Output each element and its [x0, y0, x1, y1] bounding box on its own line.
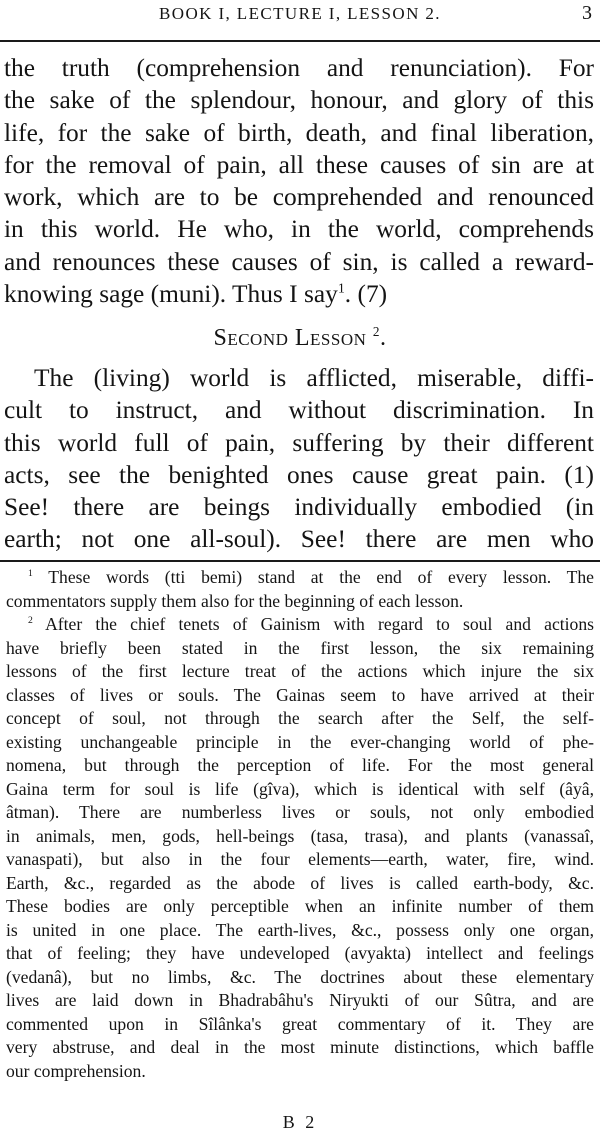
footnote-line: commented upon in Sîlânka's great commentary of it. They are: [6, 1013, 594, 1034]
footnote-line: in animals, men, gods, hell-beings (tasa, trasa), and plants (vanassaî,: [6, 825, 594, 846]
text-line: and renounces these causes of sin, is called a reward-: [4, 247, 594, 276]
text-line: the truth (comprehension and renunciation). For: [4, 54, 594, 82]
footnote-text: These words (tti bemi) stand at the end of every lesson. The: [48, 567, 594, 587]
text-line: life, for the sake of birth, death, and final liberation,: [4, 118, 594, 147]
text-line: work, which are to be comprehended and renounced: [4, 183, 594, 212]
footnote-line: lessons of the first lecture treat of the actions which injure the six: [6, 661, 594, 681]
text-line: The (living) world is afflicted, miserable, diffi-: [34, 364, 594, 392]
footnote-line: is united in one place. The earth-lives, &c., possess only one organ,: [6, 919, 594, 940]
page-header: [0, 0, 600, 42]
footnote-line: that of feeling; they have undeveloped (avyakta) intellect and feelings: [6, 943, 594, 963]
text-line: in this world. He who, in the world, comprehends: [4, 215, 594, 244]
text-line: the sake of the splendour, honour, and glory of this: [4, 86, 594, 115]
footnote-line: our comprehension.: [6, 1060, 146, 1081]
footnote-divider: [0, 560, 600, 562]
text-line: cult to instruct, and without discrimination. In: [4, 396, 594, 425]
text-line: earth; not one all-soul). See! there are men who: [4, 525, 594, 554]
footnote-line: existing unchangeable principle in the ever-changing world of phe-: [6, 731, 594, 752]
text-line: for the removal of pain, all these causes of sin are at: [4, 150, 594, 179]
footnote-text: After the chief tenets of Gainism with regard to soul and actions: [45, 614, 594, 634]
footnote-reference-1: 1: [337, 281, 345, 297]
footnote-mark-2: 2: [28, 615, 33, 627]
footnote-line: [6, 566, 594, 590]
footnote-line: (vedanâ), but no limbs, &c. The doctrines about these elementary: [6, 966, 594, 987]
footnote-line: lives are laid down in Bhadrabâhu's Niryukti of our Sûtra, and are: [6, 990, 594, 1010]
text-line: knowing sage (muni). Thus I say: [4, 280, 338, 309]
footnote-line: classes of lives or souls. The Gainas seem to have arrived at their: [6, 684, 594, 705]
section-heading: [0, 325, 600, 352]
section-title: Second Lesson: [213, 325, 367, 351]
text-line-final: [4, 278, 594, 310]
footnote-line: Earth, &c., regarded as the abode of lives is called earth-body, &c.: [6, 872, 594, 893]
footnote-mark-1: 1: [28, 568, 33, 580]
footnote-line: Gaina term for soul is life (gîva), which is identical with self (âyâ,: [6, 778, 594, 799]
second-lesson-text: [4, 362, 594, 556]
footnote-line: have briefly been stated in the first lesson, the six remaining: [6, 637, 594, 658]
footnote-line: commentators supply them also for the beginning of each lesson.: [6, 590, 464, 611]
footnote-line: nomena, but through the perception of life. For the most general: [6, 755, 594, 775]
signature-mark: B 2: [282, 1112, 318, 1132]
page-number: 3: [582, 2, 592, 24]
footnote-line: âtman). There are numberless lives or souls, not only embodied: [6, 802, 594, 822]
text-line: acts, see the benighted ones cause great pain. (1): [4, 460, 594, 489]
footnote-reference-2: 2: [372, 324, 380, 339]
footnote-line: very abstruse, and deal in the most minute distinctions, which baffle: [6, 1037, 594, 1057]
footnotes: [6, 566, 594, 1083]
running-head: BOOK I, LECTURE I, LESSON 2.: [159, 4, 441, 23]
footnote-line: [6, 613, 594, 637]
footnote-line: vanaspati), but also in the four elements—earth, water, fire, wind.: [6, 849, 594, 869]
text-line: this world full of pain, suffering by their different: [4, 428, 594, 457]
footnote-line: These bodies are only perceptible when an infinite number of them: [6, 896, 594, 916]
footnote-line: concept of soul, not through the search after the Self, the self-: [6, 708, 594, 728]
text-line: See! there are beings individually embodied (in: [4, 493, 594, 522]
first-lesson-conclusion: [4, 52, 594, 310]
heading-period: .: [380, 325, 387, 351]
verse-number: . (7): [344, 280, 388, 309]
